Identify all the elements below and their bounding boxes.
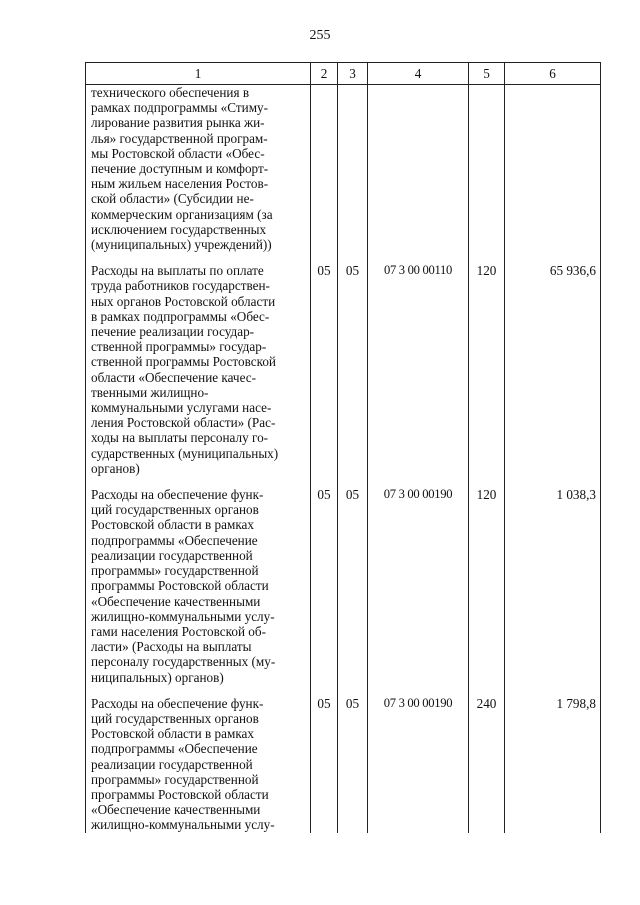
row-description: Расходы на выплаты по оплате труда работников государствен- ных органов Ростовской области в рамках подпрограммы «Обес- печение реализации государ- ственной программы» государ- ственной программы Ростовской области «Обеспечение качес- твенными жилищно- коммунальными услугами насе- ления Ростовской области» (Рас- ходы на выплаты персоналу го- сударственных (муниципальных) органов) — [86, 263, 311, 476]
row-target-article-code: 07 3 00 00190 — [368, 487, 469, 685]
column-header-5: 5 — [469, 63, 505, 85]
table-row — [86, 487, 601, 685]
row-expense-type-code: 120 — [469, 487, 505, 685]
row-amount: 1 798,8 — [505, 696, 601, 833]
row-section-code: 05 — [311, 263, 338, 476]
row-spacer — [86, 252, 601, 263]
row-amount — [505, 85, 601, 253]
row-expense-type-code — [469, 85, 505, 253]
page-number: 255 — [309, 28, 331, 43]
row-subsection-code — [338, 85, 368, 253]
row-subsection-code: 05 — [338, 263, 368, 476]
row-description: технического обеспечения в рамках подпрограммы «Стиму- лирование развития рынка жи- лья» государственной програм- мы Ростовской области «Обес- печение доступным и комфорт- ным жильем населения Ростов- ской области» (Субсидии не- коммерческим организациям (за исключением государственных (муниципальных) учреждений)) — [86, 85, 311, 253]
column-header-4: 4 — [368, 63, 469, 85]
row-spacer — [86, 476, 601, 487]
row-target-article-code: 07 3 00 00110 — [368, 263, 469, 476]
row-amount: 1 038,3 — [505, 487, 601, 685]
row-description: Расходы на обеспечение функ- ций государственных органов Ростовской области в рамках подпрограммы «Обеспечение реализации государственной программы» государственной программы Ростовской области «Обеспечение качественными жилищно-коммунальными услу- гами населения Ростовской об- ласти» (Расходы на выплаты персоналу государственных (му- ниципальных) органов) — [86, 487, 311, 685]
budget-table — [85, 62, 601, 833]
column-header-2: 2 — [311, 63, 338, 85]
table-header-row — [86, 63, 601, 85]
row-expense-type-code: 120 — [469, 263, 505, 476]
row-subsection-code: 05 — [338, 487, 368, 685]
column-header-3: 3 — [338, 63, 368, 85]
table-row — [86, 696, 601, 833]
row-amount: 65 936,6 — [505, 263, 601, 476]
row-expense-type-code: 240 — [469, 696, 505, 833]
row-target-article-code: 07 3 00 00190 — [368, 696, 469, 833]
column-header-1: 1 — [86, 63, 311, 85]
row-description: Расходы на обеспечение функ- ций государственных органов Ростовской области в рамках подпрограммы «Обеспечение реализации государственной программы» государственной программы Ростовской области «Обеспечение качественными жилищно-коммунальными услу- — [86, 696, 311, 833]
column-header-6: 6 — [505, 63, 601, 85]
table-row — [86, 263, 601, 476]
row-section-code: 05 — [311, 696, 338, 833]
row-section-code — [311, 85, 338, 253]
table-row — [86, 85, 601, 253]
row-target-article-code — [368, 85, 469, 253]
row-section-code: 05 — [311, 487, 338, 685]
row-spacer — [86, 685, 601, 696]
row-subsection-code: 05 — [338, 696, 368, 833]
